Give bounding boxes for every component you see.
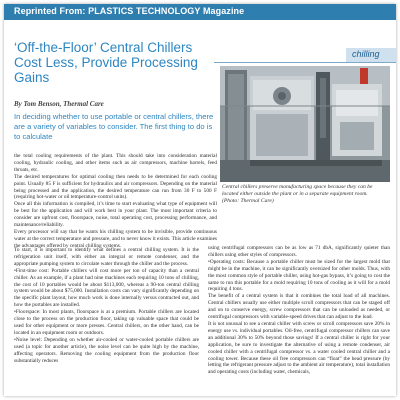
section-tab <box>346 48 396 62</box>
body-paragraph: the total cooling requirements of the plant. This should take into consideration material cooling, hydraulic cooling, and other items such as air compressors, machine barrels, feed throats, etc. <box>14 153 217 173</box>
article-right-column <box>208 245 390 395</box>
section-divider <box>214 62 396 63</box>
photo-caption: Central chillers preserve manufacturing space because they can be located either outside the plant or in a separate equipment room. (Photo: Thermal Care) <box>222 184 373 204</box>
body-paragraph: using centrifugal compressors can be as low as 71 dbA, significantly quieter than chillers using other styles of compressors. <box>208 245 390 258</box>
article-left-column <box>14 247 199 395</box>
magazine-page <box>4 4 396 396</box>
body-paragraph: Once all this information is compiled, it’s time to start evaluating what type of equipment will be best for the application and will work best in your plant. The most important criteria to consider are upfront cost, floorspace, noise, total operating cost, processing performance, and maintenance/reliability. <box>14 201 217 229</box>
body-paragraph: Every processor will say that he wants his chilling system to be invisible, provide continuous water at the correct temperature and pressure, and to never know it exists. This article examines the advantages offered by central chilling systems. <box>14 228 217 249</box>
reprint-label: Reprinted From: PLASTICS TECHNOLOGY Magazine <box>14 6 245 16</box>
article-intro-column <box>14 153 217 249</box>
article-byline: By Tom Benson, Thermal Care <box>14 100 104 108</box>
body-paragraph: •Noise level: Depending on whether air-cooled or water-cooled portable chillers are used (a topic for another article), the noise level can be quite high by the machine, affecting operators. Removing the cooling equipment from the production floor substantially reduces <box>14 336 199 364</box>
article-deck: In deciding whether to use portable or central chillers, there are a variety of variables to consider. The first thing to do is to calculate <box>14 112 214 141</box>
body-paragraph: •Floorspace: In most plants, floorspace is at a premium. Portable chillers are located close to the process on the production floor, taking up valuable space that could be used for other equipment or more presses. Central chillers, on the other hand, can be located in an equipment room or outdoors. <box>14 309 199 336</box>
body-paragraph: To start, it is important to identify what defines a central chilling system. It is the refrigeration unit itself, with either an integral or remote condenser, and the appropriate pumping system to circulate water through the chiller and the process. <box>14 247 199 267</box>
reprint-banner <box>4 4 396 20</box>
body-paragraph: It is not unusual to see a central chiller with screw or scroll compressors save 20% in energy use vs. individual portables. Oil-free, centrifugal compressor chillers can save an additional 30% to 50% beyond those savings! If a central chiller is right for your application, be sure to investigate the alternative of using a remote condenser, air cooled chiller with a centrifugal compressor vs. a water cooled central chiller and a cooling tower. Because these oil free compressors can “float” the head pressure (by letting the refrigerant pressure adjust to the ambient air temperature), total installation and operating costs (including water, chemicals, <box>208 320 390 376</box>
body-paragraph: The desired temperatures for optimal cooling then needs to be determined for each cooling point. Usually 85 F is sufficient for hydraulics and air compressors. Depending on the material being processed and the application, the desired temperature can run from 30 F to 500 F (requiring hot-water or oil temperature-control units). <box>14 173 217 201</box>
body-paragraph: •Operating costs: Because a portable chiller must be sized for the largest mold that might be in the machine, it can be significantly oversized for other molds. Thus, with the most common style of portable chiller, using hot-gas bypass, it’s going to cost the same to run this portable for a mold requiring 10 tons of cooling as it will for a mold requiring 4 tons. <box>208 258 390 293</box>
body-paragraph: The benefit of a central system is that it combines the total load of all machines. Central chillers usually use either multiple scroll compressors that can be staged off and on to conserve energy, screw compressors that can be unloaded as needed, or centrifugal compressors with variable-speed drives that can adjust to the load. <box>208 293 390 321</box>
article-headline: ‘Off-the-Floor’ Central Chillers Cost Less, Provide Processing Gains <box>14 40 198 85</box>
body-paragraph: •First-time cost: Portable chillers will cost more per ton of capacity than a central chiller. As an example, if a plant had nine machines each requiring 10 tons of chilling, the cost of 10 portables would be about $113,000, whereas a 90-ton central chilling system would be about $75,000. Installation costs can vary significantly depending on the specific plant layout, how much work is done internally versus contracted out, and how the portables are installed. <box>14 267 199 309</box>
chiller-photo-image <box>220 66 390 182</box>
chiller-photo <box>220 66 390 182</box>
section-label: chilling <box>352 49 380 59</box>
